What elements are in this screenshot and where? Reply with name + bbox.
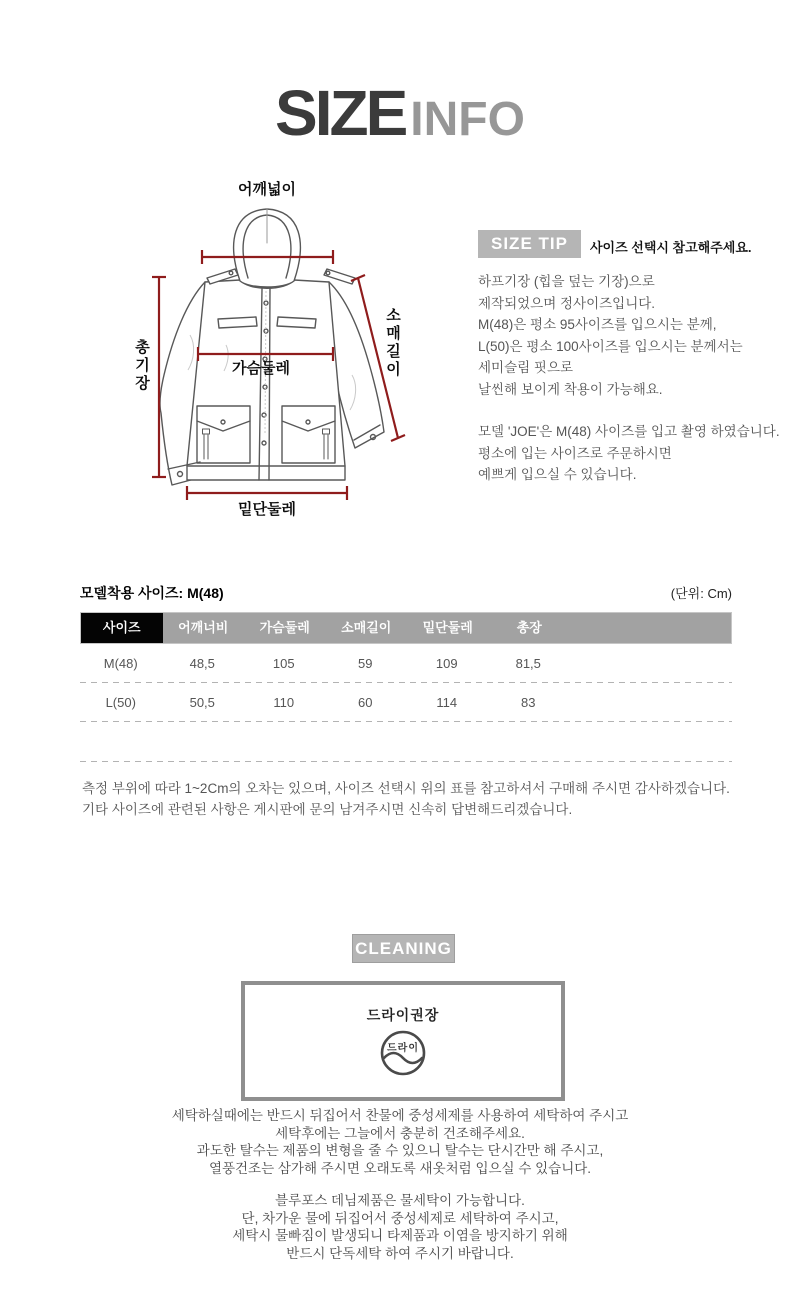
size-tip-body — [478, 271, 790, 486]
size-note-line: 측정 부위에 따라 1~2Cm의 오차는 있으며, 사이즈 선택시 위의 표를 참고하셔서 구매해 주시면 감사하겠습니다. — [82, 781, 730, 796]
table-caption-row — [80, 583, 732, 603]
column-header-sleeve: 소매길이 — [341, 620, 392, 635]
cell-size: M(48) — [103, 655, 138, 671]
care-line: 세탁하실때에는 반드시 뒤집어서 찬물에 중성세제를 사용하여 세탁하여 주시고 — [171, 1108, 629, 1123]
size-tip-header — [478, 230, 790, 258]
table-unit-label: (단위: Cm) — [670, 586, 732, 601]
table-row-empty — [80, 722, 732, 761]
washing-instructions — [0, 1107, 800, 1177]
size-tip-line: 모델 'JOE'은 M(48) 사이즈를 입고 촬영 하였습니다. — [478, 424, 780, 439]
size-tip-line: 세미슬림 핏으로 — [478, 360, 574, 375]
jacket-measurement-diagram — [130, 181, 470, 535]
table-row — [80, 683, 732, 721]
table-row — [80, 644, 732, 682]
size-table-section — [80, 583, 732, 762]
care-line: 과도한 탈수는 제품의 변형을 줄 수 있으니 탈수는 단시간만 해 주시고, — [196, 1143, 604, 1158]
size-tip-line: 예쁘게 입으실 수 있습니다. — [478, 467, 637, 482]
care-line: 세탁후에는 그늘에서 충분히 건조해주세요. — [275, 1125, 525, 1141]
size-table-header — [80, 612, 732, 644]
size-tip-line: 하프기장 (힙을 덮는 기장)으로 — [478, 274, 655, 289]
sleeve-length-label: 소매길이 — [384, 307, 401, 379]
dry-icon-text: 드라이 — [387, 1043, 419, 1054]
page-title — [0, 76, 800, 150]
size-tip-line: 날씬해 보이게 착용이 가능해요. — [478, 381, 663, 397]
care-line: 단, 차가운 물에 뒤집어서 중성세제로 세탁하여 주시고, — [241, 1210, 559, 1226]
size-tip-line: 제작되었으며 정사이즈입니다. — [478, 295, 656, 311]
cell-length: 83 — [521, 694, 536, 710]
size-note-line: 기타 사이즈에 관련된 사항은 게시판에 문의 남겨주시면 신속히 답변해드리겠습니다. — [82, 802, 573, 817]
dry-clean-icon — [245, 1028, 561, 1083]
cleaning-badge: CLEANING — [352, 934, 455, 963]
size-tip-line: M(48)은 평소 95사이즈를 입으시는 분께, — [478, 317, 717, 332]
hem-label: 밑단둘레 — [238, 501, 296, 518]
title-info: INFO — [410, 93, 525, 146]
column-header-empty — [652, 613, 734, 643]
row-divider — [80, 761, 732, 762]
total-length-label: 총기장 — [133, 339, 150, 393]
cell-sleeve: 59 — [358, 655, 373, 671]
cell-shoulder: 48,5 — [189, 655, 215, 671]
column-header-hem: 밑단둘레 — [422, 620, 473, 635]
care-line: 열풍건조는 삼가해 주시면 오래도록 새옷처럼 입으실 수 있습니다. — [208, 1160, 592, 1176]
size-tip-line: 평소에 입는 사이즈로 주문하시면 — [478, 445, 672, 461]
table-caption: 모델착용 사이즈: M(48) — [80, 585, 224, 601]
cell-hem: 109 — [435, 655, 458, 671]
cell-chest: 110 — [273, 694, 295, 710]
size-tip-heading: 사이즈 선택시 참고해주세요. — [589, 240, 752, 255]
care-line: 세탁시 물빠짐이 발생되니 타제품과 이염을 방지하기 위해 — [232, 1228, 568, 1243]
size-tip-line: L(50)은 평소 100사이즈를 입으시는 분께서는 — [478, 338, 743, 354]
dry-clean-recommendation: 드라이권장 — [366, 1007, 440, 1023]
cell-shoulder: 50,5 — [189, 694, 215, 710]
care-line: 반드시 단독세탁 하여 주시기 바랍니다. — [286, 1245, 514, 1261]
chest-label: 가슴둘레 — [232, 360, 290, 377]
column-header-length: 총장 — [516, 620, 542, 635]
spacer — [478, 400, 790, 421]
denim-care-instructions — [0, 1192, 800, 1262]
column-header-empty — [570, 613, 652, 643]
column-header-size: 사이즈 — [81, 613, 163, 643]
column-header-shoulder: 어깨너비 — [178, 620, 229, 635]
cleaning-recommendation-box — [241, 981, 565, 1101]
cell-chest: 105 — [272, 655, 295, 671]
cell-length: 81,5 — [515, 655, 541, 671]
cell-sleeve: 60 — [358, 694, 373, 710]
size-tip-badge: SIZE TIP — [478, 230, 581, 258]
cell-size: L(50) — [105, 694, 136, 710]
column-header-chest: 가슴둘레 — [259, 620, 310, 635]
title-size: SIZE — [275, 77, 406, 149]
size-notes — [82, 778, 782, 820]
shoulder-width-label: 어깨넓이 — [238, 181, 296, 198]
cell-hem: 114 — [436, 694, 458, 710]
size-tip-section — [478, 230, 790, 486]
care-line: 블루포스 데님제품은 물세탁이 가능합니다. — [275, 1193, 525, 1208]
